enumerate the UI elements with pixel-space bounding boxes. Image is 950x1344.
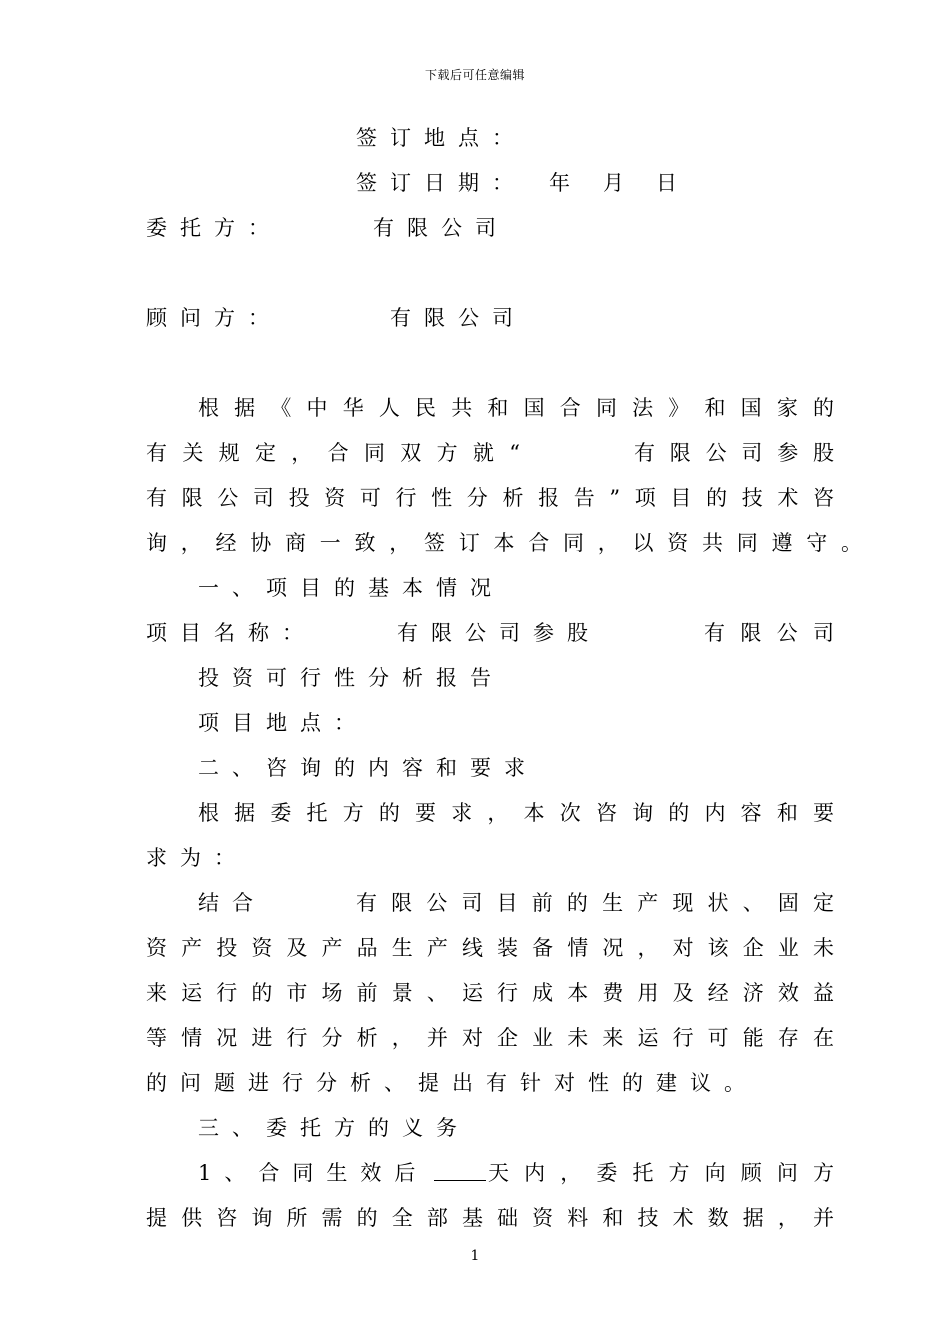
section-3-item-1-head: 1、合同生效后 bbox=[198, 1161, 429, 1185]
intro-line-4: 询，经协商一致，签订本合同，以资共同遵守。 bbox=[146, 531, 862, 555]
section-2-para-1-line-1: 根据委托方的要求，本次咨询的内容和要 bbox=[198, 801, 834, 825]
section-3-item-1-line-2: 提供咨询所需的全部基础资料和技术数据，并 bbox=[146, 1206, 834, 1230]
section-3-item-1-tail: 天内，委托方向顾问方 bbox=[488, 1161, 834, 1185]
project-name-label: 项目名称： bbox=[146, 621, 316, 645]
page-number: 1 bbox=[470, 1248, 480, 1264]
project-name-part-a: 有限公司参股 bbox=[397, 621, 601, 645]
section-2-title: 二、咨询的内容和要求 bbox=[198, 756, 538, 780]
section-2-para-2-line-2: 资产投资及产品生产线装备情况，对该企业未 bbox=[146, 936, 834, 960]
signing-date-label: 签订日期： bbox=[356, 171, 526, 195]
project-name-part-c: 投资可行性分析报告 bbox=[198, 666, 504, 690]
section-2-para-2-tail: 有限公司目前的生产现状、固定 bbox=[356, 891, 834, 915]
project-name-part-b: 有限公司 bbox=[704, 621, 834, 645]
days-blank-field bbox=[434, 1160, 488, 1187]
section-3-title: 三、委托方的义务 bbox=[198, 1116, 470, 1140]
intro-line-2b: 有限公司参股 bbox=[634, 441, 834, 465]
client-name: 有限公司 bbox=[373, 216, 509, 240]
intro-line-1: 根据《中华人民共和国合同法》和国家的 bbox=[198, 396, 834, 420]
project-place-label: 项目地点： bbox=[198, 711, 368, 735]
intro-line-2a: 有关规定，合同双方就“ bbox=[146, 441, 520, 465]
consultant-name: 有限公司 bbox=[390, 306, 526, 330]
signing-day: 日 bbox=[656, 171, 690, 195]
signing-month: 月 bbox=[603, 171, 637, 195]
section-2-para-2-line-5: 的问题进行分析、提出有针对性的建议。 bbox=[146, 1071, 758, 1095]
section-1-title: 一、项目的基本情况 bbox=[198, 576, 504, 600]
intro-line-3: 有限公司投资可行性分析报告”项目的技术咨 bbox=[146, 486, 834, 510]
section-2-para-1-line-2: 求为： bbox=[146, 846, 248, 870]
section-2-para-2-line-4: 等情况进行分析，并对企业未来运行可能存在 bbox=[146, 1026, 834, 1050]
client-label: 委托方： bbox=[146, 216, 282, 240]
section-2-para-2-line-3: 来运行的市场前景、运行成本费用及经济效益 bbox=[146, 981, 834, 1005]
signing-year: 年 bbox=[549, 171, 583, 195]
header-note: 下载后可任意编辑 bbox=[424, 68, 525, 82]
consultant-label: 顾问方： bbox=[146, 306, 282, 330]
signing-place-label: 签订地点： bbox=[356, 126, 526, 150]
section-2-para-2-head: 结合 bbox=[198, 891, 266, 915]
